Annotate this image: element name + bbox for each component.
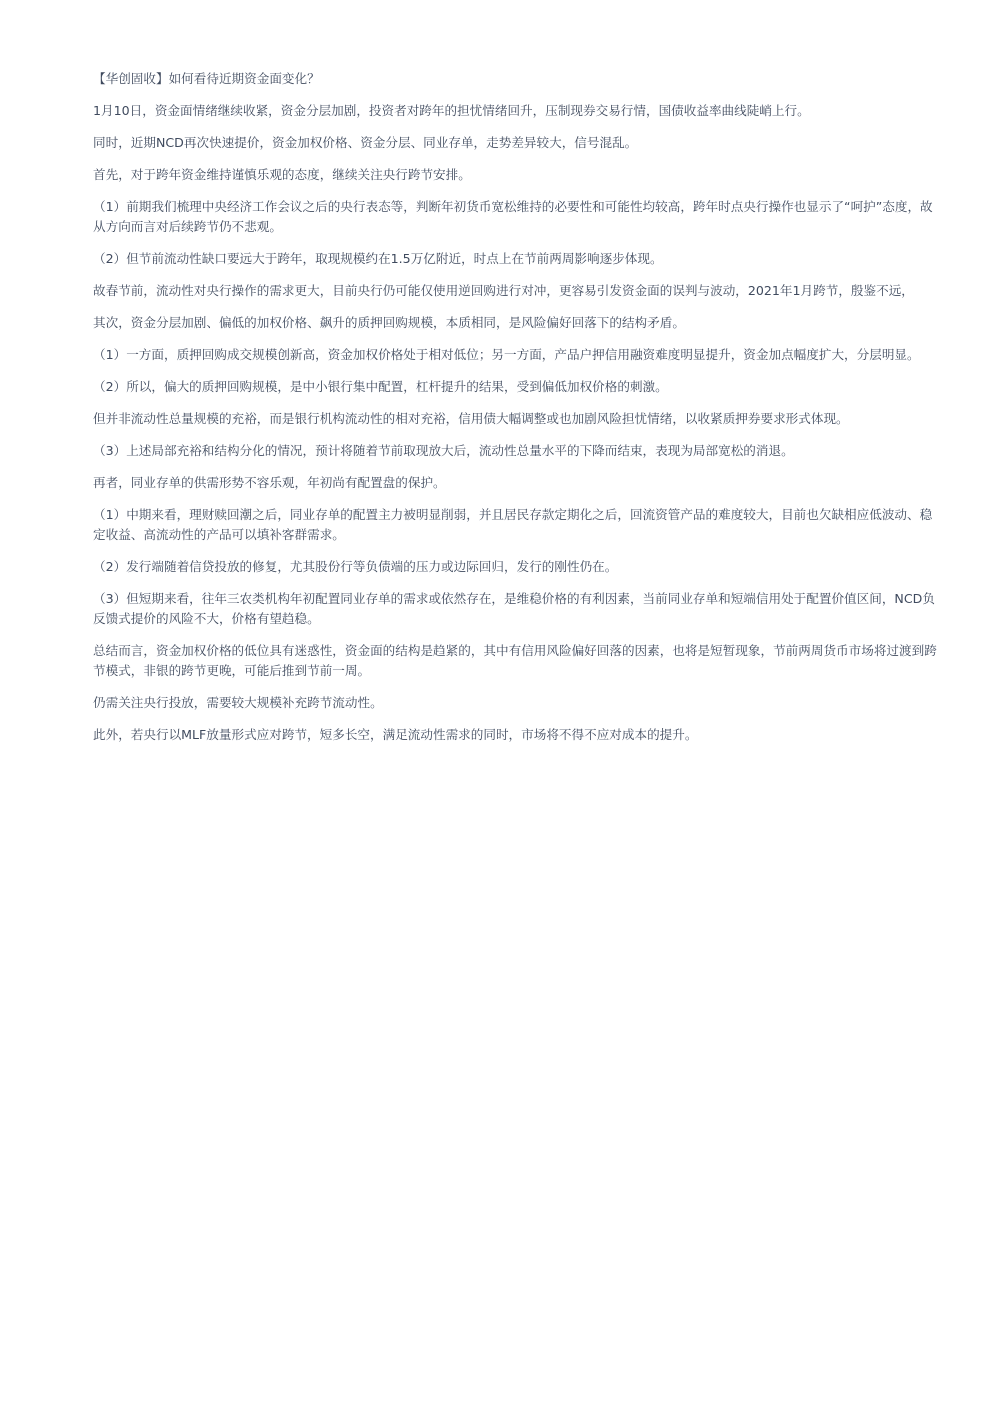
paragraph-15: （3）但短期来看，往年三农类机构年初配置同业存单的需求或依然存在，是维稳价格的有利因素，当前同业存单和短端信用处于配置价值区间，NCD负反馈式提价的风险不大，价格有望趋稳。: [93, 591, 935, 626]
paragraph-3: 首先，对于跨年资金维持谨慎乐观的态度，继续关注央行跨节安排。: [93, 167, 471, 182]
paragraph-16: 总结而言，资金加权价格的低位具有迷惑性，资金面的结构是趋紧的，其中有信用风险偏好回落的因素，也将是短暂现象，节前两周货币市场将过渡到跨节模式，非银的跨节更晚，可能后推到节前一周。: [93, 643, 937, 678]
paragraph-13: （1）中期来看，理财赎回潮之后，同业存单的配置主力被明显削弱，并且居民存款定期化之后，回流资管产品的难度较大，目前也欠缺相应低波动、稳定收益、高流动性的产品可以填补客群需求。: [93, 507, 933, 542]
paragraph-10: 但并非流动性总量规模的充裕，而是银行机构流动性的相对充裕，信用债大幅调整或也加剧风险担忧情绪，以收紧质押券要求形式体现。: [93, 411, 849, 426]
paragraph-2: 同时，近期NCD再次快速提价，资金加权价格、资金分层、同业存单，走势差异较大，信号混乱。: [93, 135, 638, 150]
paragraph-1: 1月10日，资金面情绪继续收紧，资金分层加剧，投资者对跨年的担忧情绪回升，压制现券交易行情，国债收益率曲线陡峭上行。: [93, 103, 810, 118]
paragraph-5: （2）但节前流动性缺口要远大于跨年，取现规模约在1.5万亿附近，时点上在节前两周影响逐步体现。: [93, 251, 663, 266]
paragraph-12: 再者，同业存单的供需形势不容乐观，年初尚有配置盘的保护。: [93, 475, 446, 490]
paragraph-18: 此外，若央行以MLF放量形式应对跨节，短多长空，满足流动性需求的同时，市场将不得不应对成本的提升。: [93, 727, 698, 742]
document-title: 【华创固收】如何看待近期资金面变化？: [93, 71, 320, 86]
paragraph-7: 其次，资金分层加剧、偏低的加权价格、飙升的质押回购规模，本质相同，是风险偏好回落下的结构矛盾。: [93, 315, 685, 330]
paragraph-14: （2）发行端随着信贷投放的修复，尤其股份行等负债端的压力或边际回归，发行的刚性仍在。: [93, 559, 618, 574]
paragraph-6: 故春节前，流动性对央行操作的需求更大，目前央行仍可能仅使用逆回购进行对冲，更容易引发资金面的误判与波动，2021年1月跨节，殷鉴不远，: [93, 283, 914, 298]
paragraph-9: （2）所以，偏大的质押回购规模，是中小银行集中配置，杠杆提升的结果，受到偏低加权价格的刺激。: [93, 379, 668, 394]
document-body: [93, 69, 943, 757]
paragraph-8: （1）一方面，质押回购成交规模创新高，资金加权价格处于相对低位；另一方面，产品户押信用融资难度明显提升，资金加点幅度扩大，分层明显。: [93, 347, 920, 362]
paragraph-11: （3）上述局部充裕和结构分化的情况，预计将随着节前取现放大后，流动性总量水平的下降而结束，表现为局部宽松的消退。: [93, 443, 794, 458]
paragraph-17: 仍需关注央行投放，需要较大规模补充跨节流动性。: [93, 695, 383, 710]
paragraph-4: （1）前期我们梳理中央经济工作会议之后的央行表态等，判断年初货币宽松维持的必要性和可能性均较高，跨年时点央行操作也显示了“呵护”态度，故从方向而言对后续跨节仍不悲观。: [93, 199, 933, 234]
